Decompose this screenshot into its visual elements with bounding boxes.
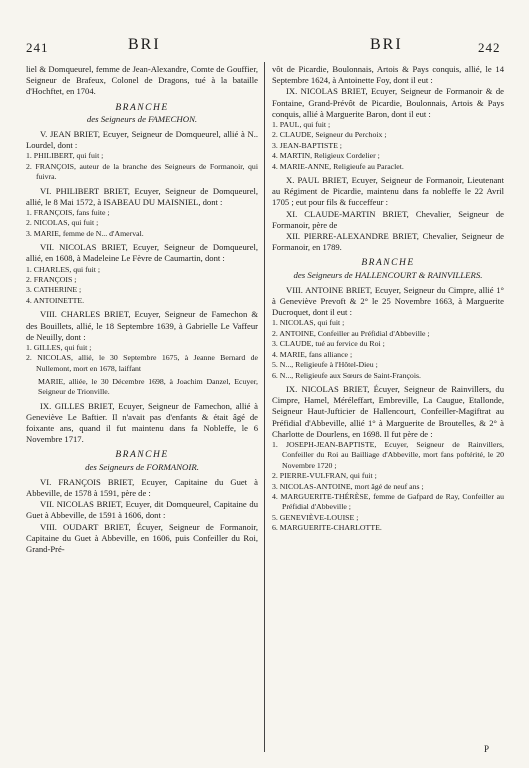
branch-title: BRANCHE	[115, 450, 169, 461]
paragraph: XI. CLAUDE-MARTIN BRIET, Chevalier, Seigneur de Formanoir, père de	[272, 208, 504, 230]
list-item: 5. GENEVIÈVE-LOUISE ;	[272, 512, 359, 522]
descendant-list	[26, 265, 258, 307]
descendant-list	[26, 343, 258, 374]
paragraph: VIII. ANTOINE BRIET, Ecuyer, Seigneur du Cimpre, allié 1° à Geneviève Prevoft & 2° le 25 Novembre 1663, à Marguerite Ducroquet, dont il eut :	[272, 284, 504, 318]
list-item: 1. PAUL, qui fuit ;	[272, 120, 331, 130]
list-item: 2. NICOLAS, qui fuit ;	[26, 218, 99, 228]
list-item: 2. FRANÇOIS ;	[26, 275, 77, 285]
right-column	[272, 64, 504, 537]
descendant-list	[272, 120, 504, 172]
paragraph: VII. NICOLAS BRIET, Ecuyer, Seigneur de Domqueurel, allié, en 1608, à Madeleine Le Fèvre de Caumartin, dont :	[26, 242, 258, 264]
list-item: 1. GILLES, qui fuit ;	[26, 342, 92, 352]
signature-mark: P	[484, 744, 490, 754]
list-item: 3. CLAUDE, tué au fervice du Roi ;	[272, 339, 385, 349]
paragraph: VI. FRANÇOIS BRIET, Ecuyer, Capitaine du Guet à Abbeville, de 1578 à 1591, père de :	[26, 476, 258, 498]
list-item: 3. JEAN-BAPTISTE ;	[272, 140, 342, 150]
column-divider	[264, 62, 265, 752]
list-item: 4. MARGUERITE-THÉRÈSE, femme de Gafpard de Ray, Confeiller au Préfidial d'Abbeville ;	[272, 491, 504, 512]
indented-note: MARIE, alliée, le 30 Décembre 1698, à Joachim Danzel, Ecuyer, Seigneur de Trionville.	[38, 377, 258, 397]
list-item: 4. MARIE, fans alliance ;	[272, 349, 353, 359]
list-item: 3. CATHERINE ;	[26, 285, 82, 295]
list-item: 2. NICOLAS, allié, le 30 Septembre 1675, à Jeanne Bernard de Nullemont, mort en 1678, laiffant	[26, 353, 258, 373]
branch-subtitle: des Seigneurs de FAMECHON.	[86, 113, 198, 124]
descendant-list	[26, 208, 258, 239]
paragraph: vôt de Picardie, Boulonnais, Artois & Pays conquis, allié, le 14 Septembre 1624, à Antoinette Foy, dont il eut :	[272, 64, 504, 86]
branch-subtitle: des Seigneurs de HALLENCOURT & RAINVILLERS.	[293, 269, 483, 280]
paragraph: V. JEAN BRIET, Ecuyer, Seigneur de Domqueurel, allié à N.. Lourdel, dont :	[26, 129, 258, 151]
paragraph: VI. PHILIBERT BRIET, Ecuyer, Seigneur de Domqueurel, allié, le 8 Mai 1572, à ISABEAU DU MAISNIEL, dont :	[26, 185, 258, 207]
paragraph: XII. PIERRE-ALEXANDRE BRIET, Chevalier, Seigneur de Formanoir, en 1789.	[272, 231, 504, 253]
list-item: 1. FRANÇOIS, fans fuite ;	[26, 208, 110, 218]
paragraph: X. PAUL BRIET, Ecuyer, Seigneur de Formanoir, Lieutenant au Régiment de Picardie, maintenu dans fa nobleffe le 22 Avril 1705 ; eut pour fils & fucceffeur :	[272, 175, 504, 208]
list-item: 2. FRANÇOIS, auteur de la branche des Seigneurs de Formanoir, qui fuivra.	[26, 161, 258, 182]
branch-subtitle: des Seigneurs de FORMANOIR.	[85, 461, 199, 472]
left-page-number: 241	[26, 40, 49, 55]
right-page-number: 242	[478, 40, 501, 55]
left-running-title: BRI	[128, 36, 161, 53]
paragraph: IX. GILLES BRIET, Ecuyer, Seigneur de Famechon, allié à Geneviève Le Baftier. Il n'avait pas d'enfants & était âgé de foixante ans, quand il fut maintenu dans fa Nobleffe, le 6 Novembre 1717.	[26, 400, 258, 445]
paragraph: IX. NICOLAS BRIET, Ecuyer, Seigneur de Formanoir & de Fontaine, Grand-Prévôt de Picardie, Boulonnais, Artois & Pays conquis, allié à Marguerite Baron, dont il eut :	[272, 86, 504, 119]
descendant-list	[26, 151, 258, 182]
branch-title: BRANCHE	[361, 258, 415, 269]
list-item: 6. N..., Religieufe aux Sœurs de Saint-François.	[272, 370, 421, 380]
descendant-list	[272, 318, 504, 380]
left-column	[26, 64, 258, 555]
list-item: 6. MARGUERITE-CHARLOTTE.	[272, 523, 382, 533]
list-item: 2. PIERRE-VULFRAN, qui fuit ;	[272, 471, 377, 481]
list-item: 5. N..., Religieufe à l'Hôtel-Dieu ;	[272, 360, 378, 370]
list-item: 2. CLAUDE, Seigneur du Perchoix ;	[272, 130, 387, 140]
list-item: 1. PHILIBERT, qui fuit ;	[26, 151, 104, 161]
right-running-title: BRI	[370, 36, 403, 53]
list-item: 1. NICOLAS, qui fuit ;	[272, 318, 345, 328]
list-item: 1. JOSEPH-JEAN-BAPTISTE, Ecuyer, Seigneur de Rainvillers, Confeiller du Roi au Bailliage d'Abbeville, mort fans poftérité, le 20 Novembre 1720 ;	[272, 439, 504, 470]
branch-title: BRANCHE	[115, 102, 169, 113]
list-item: 4. ANTOINETTE.	[26, 295, 85, 305]
paragraph: VIII. OUDART BRIET, Écuyer, Seigneur de Formanoir, Capitaine du Guet à Abbeville, en 1606, puis Confeiller du Roi, Grand-Pré-	[26, 521, 258, 554]
list-item: 4. MARTIN, Religieux Cordelier ;	[272, 151, 380, 161]
descendant-list	[272, 440, 504, 534]
list-item: 3. NICOLAS-ANTOINE, mort âgé de neuf ans ;	[272, 481, 424, 491]
list-item: 2. ANTOINE, Confeiller au Préfidial d'Abbeville ;	[272, 328, 430, 338]
paragraph: VIII. CHARLES BRIET, Ecuyer, Seigneur de Famechon & des Bouillets, allié, le 18 Septembre 1639, à Gabrielle Le Vaffeur de Neuilly, dont :	[26, 309, 258, 342]
paragraph: liel & Domqueurel, femme de Jean-Alexandre, Comte de Gouffier, Seigneur de Brafeux, Colonel de Dragons, tué à la bataille d'Hochftet, en 1704.	[26, 64, 258, 97]
paragraph: VII. NICOLAS BRIET, Ecuyer, dit Domqueurel, Capitaine du Guet à Abbeville, de 1591 à 1606, dont :	[26, 499, 258, 521]
list-item: 4. MARIE-ANNE, Religieufe au Paraclet.	[272, 161, 404, 171]
list-item: 3. MARIE, femme de N... d'Amerval.	[26, 228, 144, 238]
paragraph: IX. NICOLAS BRIET, Écuyer, Seigneur de Rainvillers, du Cimpre, Hamel, Méréleffart, Embreville, La Caugue, Etallonde, Seigneur Haut-Jufticier de Hallencourt, Confeiller-Magiftrat au Préfidial d'Abbeville, allié 1° à Marguerite de Broutelles, & 2° à Charlotte de Dourlens, en 1698. Il fut père de :	[272, 383, 504, 439]
list-item: 1. CHARLES, qui fuit ;	[26, 264, 101, 274]
